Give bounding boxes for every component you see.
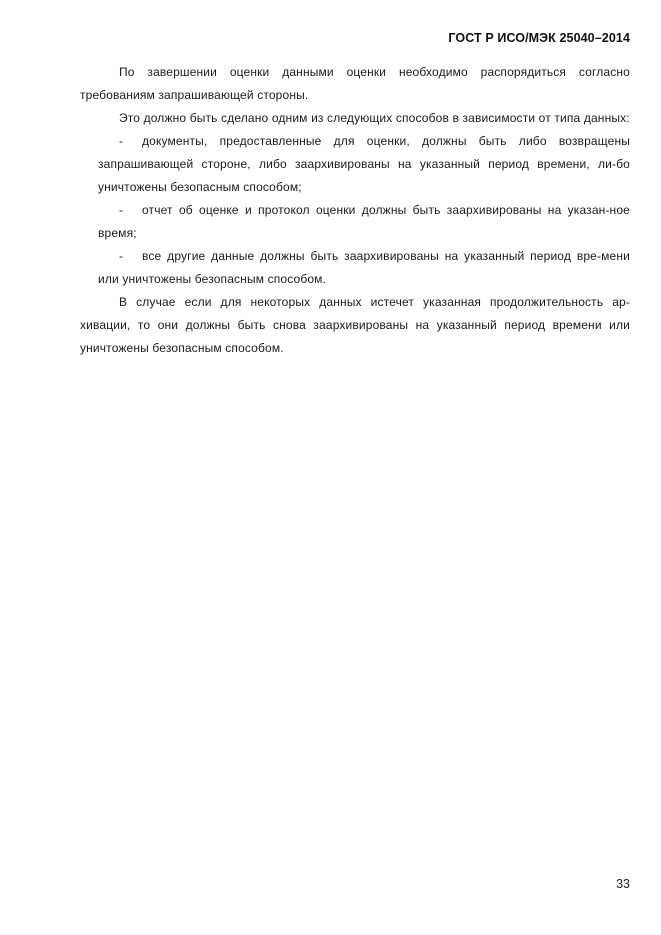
list-item-text: отчет об оценке и протокол оценки должны быть заархивированы на указан-ное время; bbox=[98, 203, 630, 240]
list-item bbox=[98, 130, 630, 199]
list-item bbox=[98, 199, 630, 245]
list-item bbox=[98, 245, 630, 291]
paragraph-methods-intro: Это должно быть сделано одним из следующих способов в зависимости от типа данных: bbox=[119, 111, 630, 125]
paragraph-rearchive: В случае если для некоторых данных истечет указанная продолжительность ар-хивации, то они должны быть снова заархивированы на указанный период времени или уничтожены безопасным способом. bbox=[80, 295, 630, 355]
page-number: 33 bbox=[616, 877, 630, 891]
document-body bbox=[80, 61, 630, 360]
list-dash-marker: - bbox=[119, 203, 124, 217]
list-item-text: все другие данные должны быть заархивированы на указанный период вре-мени или уничтожены безопасным способом. bbox=[98, 249, 630, 286]
list-item-text: документы, предоставленные для оценки, должны быть либо возвращены запрашивающей стороне, либо заархивированы на указанный период времени, ли-бо уничтожены безопасным способом; bbox=[98, 134, 630, 194]
list-dash-marker: - bbox=[119, 249, 124, 263]
standard-header: ГОСТ Р ИСО/МЭК 25040–2014 bbox=[448, 31, 630, 45]
list-dash-marker: - bbox=[119, 134, 124, 148]
paragraph-disposal-intro: По завершении оценки данными оценки необходимо распорядиться согласно требованиям запрашивающей стороны. bbox=[80, 65, 630, 102]
